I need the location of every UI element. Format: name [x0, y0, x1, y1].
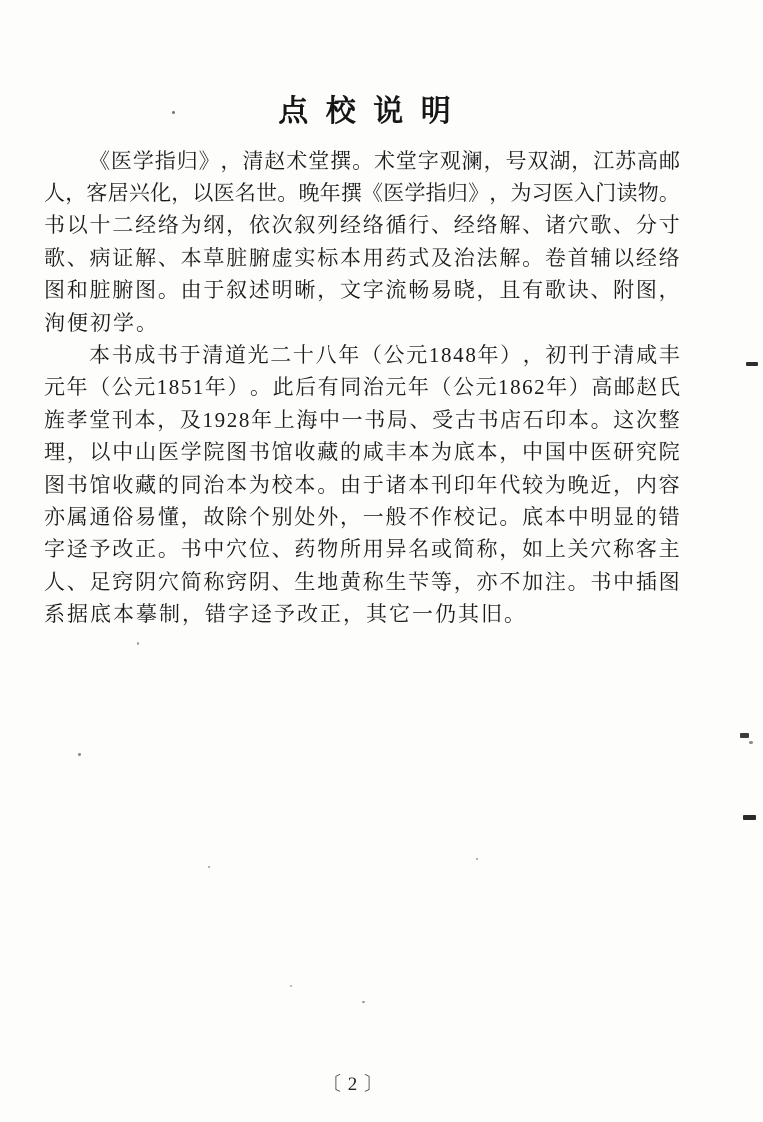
- scan-speck: [362, 1001, 365, 1003]
- text-line: 《 医 学 指 归 》 ， 清 赵 术 堂 撰 。 术 堂 字 观 澜 ， 号 双 湖 ， 江 苏 高 邮: [89, 148, 680, 173]
- text-line: 人 、 足 窍 阴 穴 简 称 窍 阴 、 生 地 黄 称 生 芐 等 ， 亦 不 加 注 。 书 中 插 图: [44, 569, 680, 594]
- scan-speck: [749, 741, 753, 744]
- scan-mark: [746, 362, 758, 366]
- text-line: 歌 、 病 证 解 、 本 草 脏 腑 虚 实 标 本 用 药 式 及 治 法 解 。 卷 首 辅 以 经 络: [44, 245, 680, 270]
- text-line: 图 和 脏 腑 图 。 由 于 叙 述 明 晰 ， 文 字 流 畅 易 晓 ， 且 有 歌 诀 、 附 图 ，: [44, 278, 680, 303]
- scan-mark: [740, 733, 749, 738]
- text-line: 书 以 十 二 经 络 为 纲 ， 依 次 叙 列 经 络 循 行 、 经 络 解 、 诸 穴 歌 、 分 寸: [44, 213, 680, 238]
- text-line: 字 迳 予 改 正 。 书 中 穴 位 、 药 物 所 用 异 名 或 简 称 ， 如 上 关 穴 称 客 主: [44, 537, 680, 562]
- text-line: 亦 属 通 俗 易 懂 ， 故 除 个 别 处 外 ， 一 般 不 作 校 记 。 底 本 中 明 显 的 错: [44, 504, 680, 529]
- text-line: 旌 孝 堂 刊 本 ， 及 1 9 2 8 年 上 海 中 一 书 局 、 受 古 书 店 石 印 本 。 这 次 整: [44, 407, 680, 432]
- text-line: 元 年 （ 公 元 1 8 5 1 年 ） 。 此 后 有 同 治 元 年 （ 公 元 1 8 6 2 年 ） 高 邮 赵 氏: [44, 375, 680, 400]
- scan-speck: [290, 985, 292, 987]
- page-number: 〔 2 〕: [321, 1074, 384, 1095]
- scan-speck: [208, 866, 210, 868]
- scan-speck: [476, 858, 478, 860]
- scan-speck: [78, 753, 81, 756]
- text-block: [44, 145, 680, 631]
- scan-speck: [172, 111, 175, 114]
- page-title: 点 校 说 明: [278, 95, 456, 128]
- text-line: 人 ， 客 居 兴 化 ， 以 医 名 世 。 晚 年 撰 《 医 学 指 归 》 ， 为 习 医 入 门 读 物 。: [44, 181, 680, 206]
- scan-mark: [743, 815, 756, 820]
- text-line: 洵 便 初 学 。: [44, 310, 157, 335]
- text-line: 理 ， 以 中 山 医 学 院 图 书 馆 收 藏 的 咸 丰 本 为 底 本 ， 中 国 中 医 研 究 院: [44, 440, 680, 465]
- text-line: 图 书 馆 收 藏 的 同 治 本 为 校 本 。 由 于 诸 本 刊 印 年 代 较 为 晚 近 ， 内 容: [44, 472, 680, 497]
- text-line: 本 书 成 书 于 清 道 光 二 十 八 年 （ 公 元 1 8 4 8 年 ） ， 初 刊 于 清 咸 丰: [89, 343, 680, 368]
- text-line: 系 据 底 本 摹 制 ， 错 字 迳 予 改 正 ， 其 它 一 仍 其 旧 。: [44, 602, 525, 627]
- scan-speck: [137, 642, 139, 645]
